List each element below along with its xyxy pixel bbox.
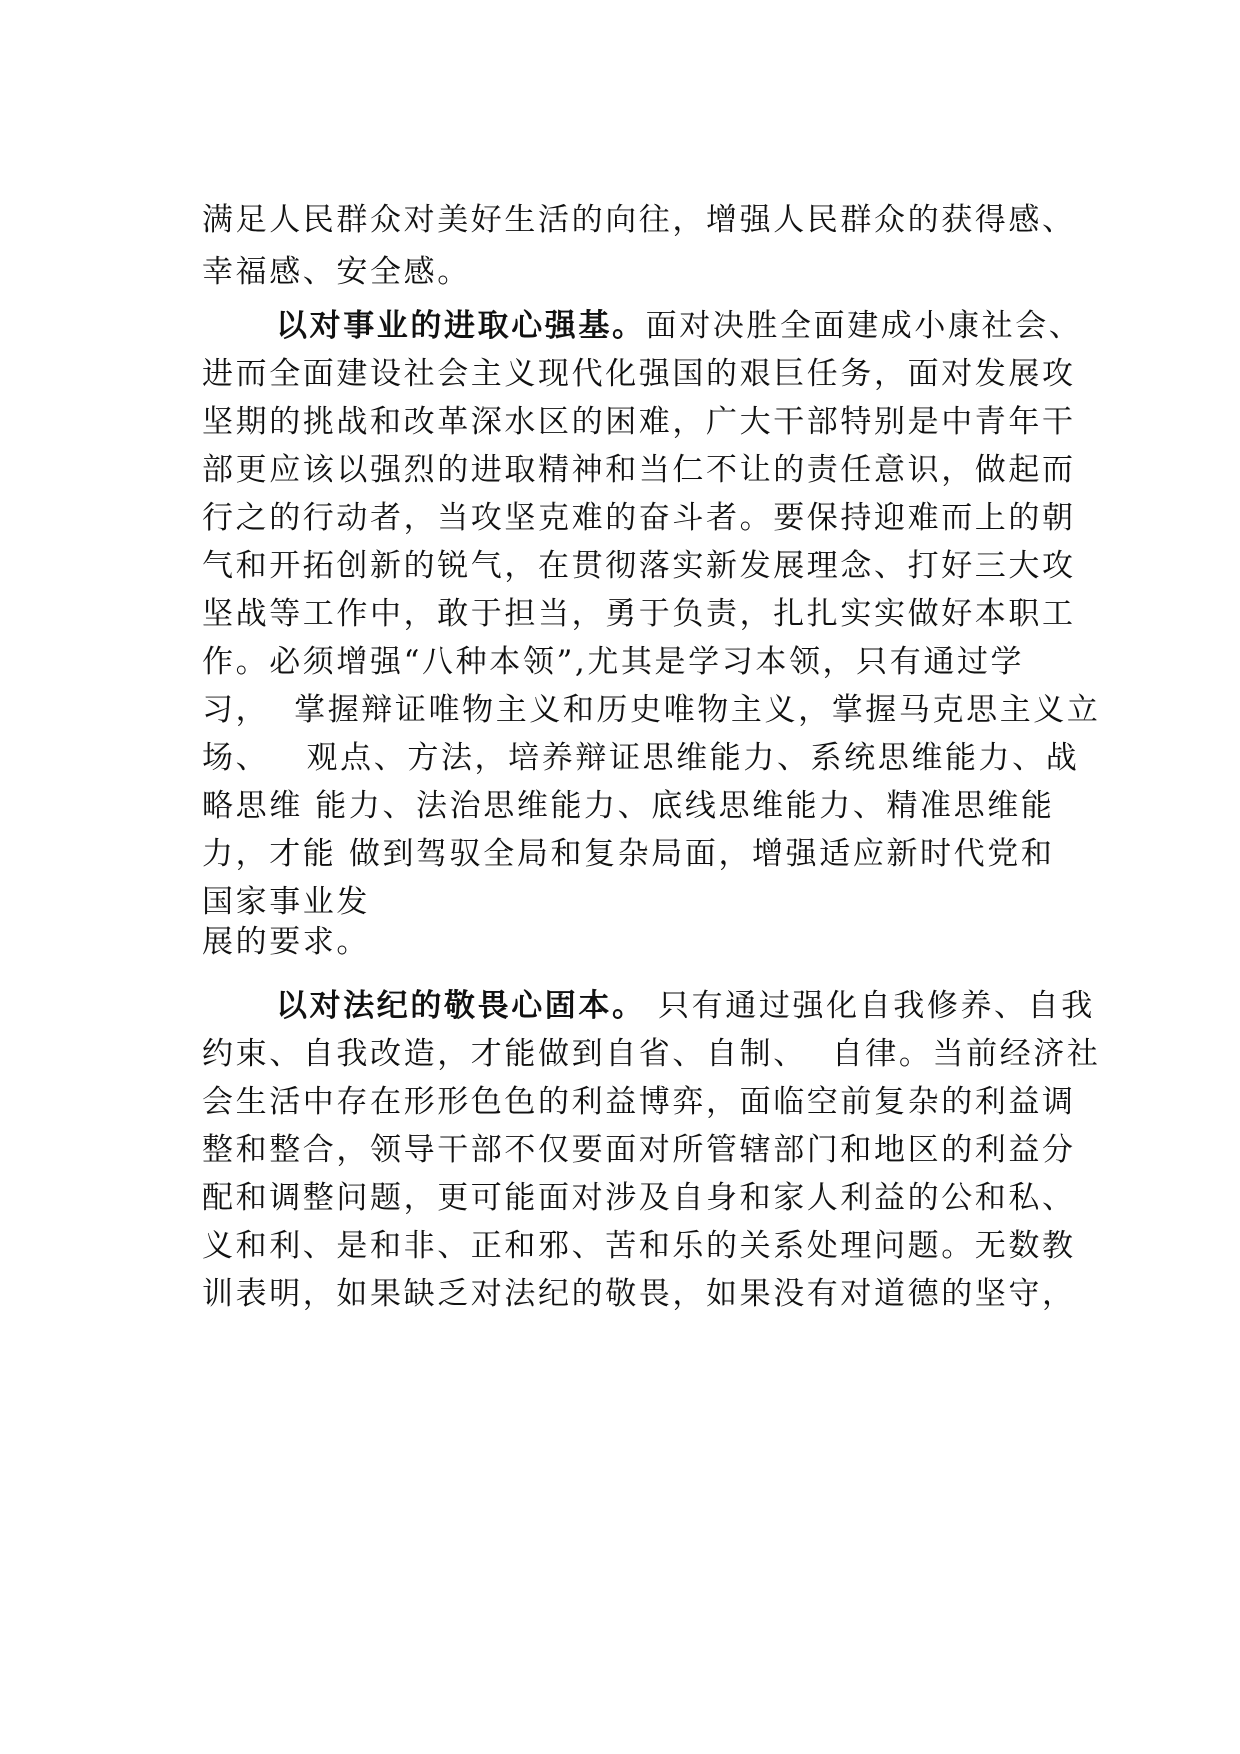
paragraph-first-line xyxy=(276,306,1082,346)
paragraph-line: 会生活中存在形形色色的利益博弈，面临空前复杂的利益调 xyxy=(202,1084,1076,1120)
paragraph-line: 气和开拓创新的锐气，在贯彻落实新发展理念、打好三大攻 xyxy=(202,548,1076,584)
paragraph-line: 坚战等工作中，敢于担当，勇于负责，扎扎实实做好本职工 xyxy=(202,596,1076,632)
paragraph-line: 幸福感、安全感。 xyxy=(202,254,471,290)
paragraph-line: 力，才能 做到驾驭全局和复杂局面，增强适应新时代党和 xyxy=(202,836,1055,872)
paragraph-line: 进而全面建设社会主义现代化强国的艰巨任务，面对发展攻 xyxy=(202,356,1076,392)
paragraph-line: 部更应该以强烈的进取精神和当仁不让的责任意识，做起而 xyxy=(202,452,1076,488)
paragraph-line: 满足人民群众对美好生活的向往，增强人民群众的获得感、 xyxy=(202,202,1076,238)
paragraph-line: 训表明，如果缺乏对法纪的敬畏，如果没有对道德的坚守， xyxy=(202,1276,1076,1312)
paragraph-line: 国家事业发 xyxy=(202,884,370,920)
paragraph-line: 义和利、是和非、正和邪、苦和乐的关系处理问题。无数教 xyxy=(202,1228,1076,1264)
paragraph-line: 略思维 能力、法治思维能力、底线思维能力、精准思维能 xyxy=(202,788,1055,824)
paragraph-first-line xyxy=(276,986,1095,1026)
paragraph-heading: 以对事业的进取心强基。 xyxy=(276,308,646,344)
paragraph-line: 作。必须增强“八种本领”,尤其是学习本领，只有通过学 xyxy=(202,644,1025,680)
paragraph-line: 行之的行动者，当攻坚克难的奋斗者。要保持迎难而上的朝 xyxy=(202,500,1076,536)
paragraph-text: 面对决胜全面建成小康社会、 xyxy=(645,308,1083,344)
paragraph-line: 习， 掌握辩证唯物主义和历史唯物主义，掌握马克思主义立 xyxy=(202,692,1101,728)
paragraph-line: 约束、自我改造，才能做到自省、自制、 自律。当前经济社 xyxy=(202,1036,1101,1072)
paragraph-heading: 以对法纪的敬畏心固本。 xyxy=(276,988,646,1024)
paragraph-line: 整和整合，领导干部不仅要面对所管辖部门和地区的利益分 xyxy=(202,1132,1076,1168)
paragraph-line: 配和调整问题，更可能面对涉及自身和家人利益的公和私、 xyxy=(202,1180,1076,1216)
paragraph-line: 场、 观点、方法，培养辩证思维能力、系统思维能力、战 xyxy=(202,740,1080,776)
paragraph-text: 只有通过强化自我修养、自我 xyxy=(645,988,1095,1024)
paragraph-line: 展的要求。 xyxy=(202,924,370,960)
paragraph-line: 坚期的挑战和改革深水区的困难，广大干部特别是中青年干 xyxy=(202,404,1076,440)
